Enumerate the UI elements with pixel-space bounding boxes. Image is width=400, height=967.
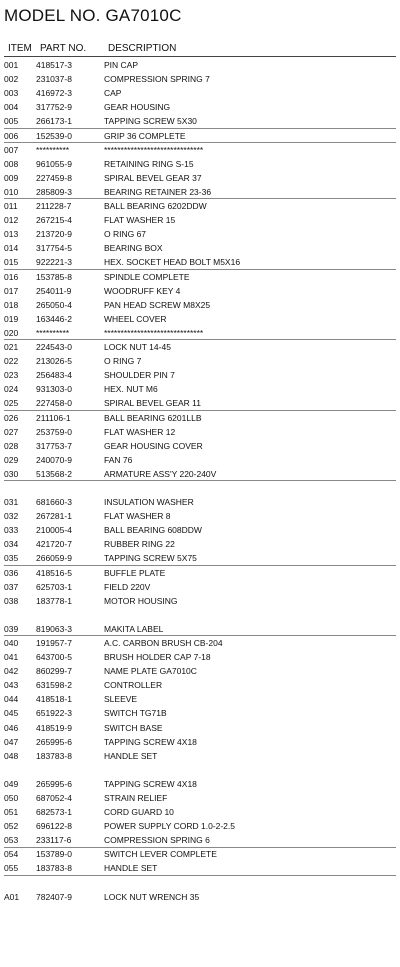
part-description: FAN 76 (104, 454, 133, 465)
item-number: 019 (4, 313, 19, 324)
part-description: GEAR HOUSING (104, 102, 171, 113)
group-divider (4, 875, 396, 876)
part-number: 213720-9 (36, 229, 72, 240)
item-number: 050 (4, 792, 19, 803)
group-divider (4, 847, 396, 848)
part-description: RETAINING RING S-15 (104, 158, 194, 169)
table-row (0, 777, 400, 791)
table-row (0, 382, 400, 396)
part-number: 191957-7 (36, 637, 72, 648)
part-number: 643700-5 (36, 652, 72, 662)
part-description: LOCK NUT WRENCH 35 (104, 891, 200, 902)
part-number: 163446-2 (36, 313, 72, 324)
part-description: CORD GUARD 10 (104, 807, 174, 817)
part-number: 265995-6 (36, 778, 72, 789)
part-number: 418518-1 (36, 694, 72, 705)
part-description: TAPPING SCREW 5X30 (104, 116, 197, 127)
item-number: 030 (4, 468, 19, 479)
item-number: 012 (4, 215, 19, 226)
part-number: 317754-5 (36, 243, 72, 254)
table-row (0, 805, 400, 819)
part-description: WHEEL COVER (104, 313, 167, 324)
part-number: 625703-1 (36, 581, 72, 592)
table-row (0, 861, 400, 875)
item-number: 009 (4, 172, 19, 183)
part-number: 421720-7 (36, 539, 72, 550)
part-number: 267215-4 (36, 215, 72, 226)
part-description: WOODRUFF KEY 4 (104, 285, 181, 296)
table-row (0, 791, 400, 805)
table-row (0, 425, 400, 439)
part-number: 696122-8 (36, 821, 72, 832)
item-number: 006 (4, 130, 19, 141)
item-number: 035 (4, 553, 19, 564)
group-divider (4, 480, 396, 481)
item-number: 018 (4, 299, 19, 310)
table-row (0, 129, 400, 143)
item-number: 045 (4, 708, 19, 719)
group-divider (4, 142, 396, 143)
item-number: 031 (4, 497, 19, 507)
part-number: 285809-3 (36, 186, 72, 197)
item-number: 038 (4, 595, 19, 606)
part-number: 687052-4 (36, 792, 72, 803)
part-number: 213026-5 (36, 356, 72, 367)
part-description: ARMATURE ASS'Y 220-240V (104, 468, 217, 479)
group-divider (4, 269, 396, 270)
part-description: FIELD 220V (104, 581, 151, 592)
item-number: 027 (4, 426, 19, 437)
part-number: 317752-9 (36, 102, 72, 113)
part-number: 265050-4 (36, 299, 72, 310)
item-number: 023 (4, 370, 19, 381)
part-number: 253759-0 (36, 426, 72, 437)
header-item: ITEM (8, 43, 32, 54)
part-description: PIN CAP (104, 60, 139, 70)
item-number: 048 (4, 750, 19, 761)
part-number: 183783-8 (36, 863, 72, 874)
table-row (0, 622, 400, 636)
item-number: 022 (4, 356, 19, 367)
group-divider (4, 635, 396, 636)
item-number: 034 (4, 539, 19, 550)
header-divider (4, 56, 396, 57)
part-number: 152539-0 (36, 130, 72, 141)
part-description: O RING 7 (104, 356, 142, 367)
table-row (0, 706, 400, 720)
part-number: 210005-4 (36, 525, 72, 536)
part-description: HANDLE SET (104, 863, 158, 874)
item-number: 055 (4, 863, 19, 874)
table-row (0, 241, 400, 255)
table-row (0, 664, 400, 678)
item-number: 001 (4, 60, 19, 70)
part-number: 681660-3 (36, 497, 72, 507)
item-number: 037 (4, 581, 19, 592)
part-description: SLEEVE (104, 694, 138, 705)
part-number: 227458-0 (36, 398, 72, 409)
item-number: 047 (4, 736, 19, 747)
table-row (0, 509, 400, 523)
part-description: INSULATION WASHER (104, 497, 194, 507)
table-row (0, 819, 400, 833)
item-number: 016 (4, 271, 19, 282)
table-header (4, 43, 396, 57)
group-divider (4, 410, 396, 411)
part-description: HEX. SOCKET HEAD BOLT M5X16 (104, 257, 241, 268)
part-description: BEARING RETAINER 23-36 (104, 186, 212, 197)
item-number: 054 (4, 849, 19, 860)
item-number: 051 (4, 807, 19, 817)
table-row (0, 523, 400, 537)
part-description: BEARING BOX (104, 243, 163, 254)
part-description: FLAT WASHER 12 (104, 426, 176, 437)
part-description: BUFFLE PLATE (104, 567, 166, 578)
part-number: 782407-9 (36, 891, 72, 902)
part-number: 254011-9 (36, 285, 72, 296)
item-number: 005 (4, 116, 19, 127)
item-number: 028 (4, 440, 19, 451)
part-number: 153785-8 (36, 271, 72, 282)
item-number: 007 (4, 144, 19, 155)
item-number: 053 (4, 835, 19, 846)
item-number: 049 (4, 778, 19, 789)
item-number: 008 (4, 158, 19, 169)
part-number: 819063-3 (36, 623, 72, 634)
table-row (0, 270, 400, 284)
part-number: 416972-3 (36, 88, 72, 99)
part-number: 931303-0 (36, 384, 72, 395)
table-row (0, 467, 400, 481)
item-number: 042 (4, 666, 19, 677)
part-number: 860299-7 (36, 666, 72, 677)
part-number: 240070-9 (36, 454, 72, 465)
table-row (0, 213, 400, 227)
part-number: 513568-2 (36, 468, 72, 479)
table-row (0, 368, 400, 382)
table-row (0, 227, 400, 241)
item-number: 033 (4, 525, 19, 536)
part-number: 227459-8 (36, 172, 72, 183)
part-description: FLAT WASHER 15 (104, 215, 176, 226)
table-row (0, 537, 400, 551)
table-row (0, 143, 400, 157)
part-number: 418516-5 (36, 567, 72, 578)
item-number: 026 (4, 412, 19, 423)
page-title: MODEL NO. GA7010C (4, 6, 182, 25)
group-divider (4, 565, 396, 566)
part-description: COMPRESSION SPRING 7 (104, 74, 210, 85)
part-description: A.C. CARBON BRUSH CB-204 (104, 637, 223, 648)
table-row (0, 255, 400, 269)
table-row (0, 298, 400, 312)
part-number: 211228-7 (36, 201, 72, 211)
table-row (0, 340, 400, 354)
part-number: 265995-6 (36, 736, 72, 747)
item-number: 004 (4, 102, 19, 113)
item-number: 017 (4, 285, 19, 296)
part-description: SWITCH TG71B (104, 708, 167, 719)
part-description: TAPPING SCREW 4X18 (104, 778, 197, 789)
part-number: 183778-1 (36, 595, 72, 606)
part-number: 651922-3 (36, 708, 72, 719)
header-part-no: PART NO. (40, 43, 87, 54)
item-number: A01 (4, 891, 20, 902)
item-number: 003 (4, 88, 19, 99)
part-description: TAPPING SCREW 4X18 (104, 736, 197, 747)
table-row (0, 171, 400, 185)
part-number: 231037-8 (36, 74, 72, 85)
part-description: SHOULDER PIN 7 (104, 370, 175, 381)
item-number: 036 (4, 567, 19, 578)
table-row (0, 551, 400, 565)
part-description: BALL BEARING 608DDW (104, 525, 202, 536)
item-number: 021 (4, 342, 19, 352)
item-number: 041 (4, 652, 19, 662)
item-number: 032 (4, 511, 19, 522)
part-description: PAN HEAD SCREW M8X25 (104, 299, 211, 310)
part-number: ********** (36, 144, 70, 155)
header-description: DESCRIPTION (108, 43, 177, 54)
part-description: CAP (104, 88, 122, 99)
table-row (0, 185, 400, 199)
part-description: CONTROLLER (104, 680, 163, 691)
table-row (0, 566, 400, 580)
part-description: SPIRAL BEVEL GEAR 11 (104, 398, 202, 409)
part-number: 631598-2 (36, 680, 72, 691)
item-number: 043 (4, 680, 19, 691)
part-description: ****************************** (104, 327, 204, 338)
item-number: 029 (4, 454, 19, 465)
table-row (0, 312, 400, 326)
part-description: MAKITA LABEL (104, 623, 164, 634)
part-description: TAPPING SCREW 5X75 (104, 553, 197, 564)
part-description: BRUSH HOLDER CAP 7-18 (104, 652, 211, 662)
part-number: 183783-8 (36, 750, 72, 761)
part-description: FLAT WASHER 8 (104, 511, 171, 522)
part-number: ********** (36, 327, 70, 338)
part-description: SPINDLE COMPLETE (104, 271, 190, 282)
part-description: BALL BEARING 6202DDW (104, 201, 207, 211)
part-description: RUBBER RING 22 (104, 539, 175, 550)
part-number: 256483-4 (36, 370, 72, 381)
part-description: BALL BEARING 6201LLB (104, 412, 202, 423)
part-description: MOTOR HOUSING (104, 595, 178, 606)
table-row (0, 580, 400, 594)
part-description: ****************************** (104, 144, 204, 155)
part-number: 317753-7 (36, 440, 72, 451)
table-row (0, 354, 400, 368)
table-row (0, 847, 400, 861)
part-description: HEX. NUT M6 (104, 384, 158, 395)
part-description: NAME PLATE GA7010C (104, 666, 197, 677)
table-row (0, 100, 400, 114)
table-row (0, 157, 400, 171)
part-number: 682573-1 (36, 807, 72, 817)
table-row (0, 678, 400, 692)
part-number: 418519-9 (36, 722, 72, 733)
item-number: 046 (4, 722, 19, 733)
table-row (0, 114, 400, 128)
table-row (0, 495, 400, 509)
part-number: 922221-3 (36, 257, 72, 268)
item-number: 014 (4, 243, 19, 254)
table-row (0, 721, 400, 735)
part-description: SWITCH BASE (104, 722, 163, 733)
table-row (0, 411, 400, 425)
part-description: SPIRAL BEVEL GEAR 37 (104, 172, 202, 183)
part-number: 266059-9 (36, 553, 72, 564)
item-number: 025 (4, 398, 19, 409)
table-row (0, 735, 400, 749)
item-number: 002 (4, 74, 19, 85)
table-row (0, 326, 400, 340)
table-row (0, 58, 400, 72)
item-number: 020 (4, 327, 19, 338)
table-row (0, 439, 400, 453)
part-description: O RING 67 (104, 229, 147, 240)
part-description: LOCK NUT 14-45 (104, 342, 171, 352)
table-row (0, 199, 400, 213)
part-number: 211106-1 (36, 412, 71, 423)
part-number: 418517-3 (36, 60, 72, 70)
table-row (0, 594, 400, 608)
group-divider (4, 128, 396, 129)
item-number: 015 (4, 257, 19, 268)
table-row (0, 692, 400, 706)
item-number: 040 (4, 637, 19, 648)
table-row (0, 650, 400, 664)
part-description: GRIP 36 COMPLETE (104, 130, 186, 141)
group-divider (4, 198, 396, 199)
table-row (0, 749, 400, 763)
part-number: 224543-0 (36, 342, 72, 352)
table-row (0, 284, 400, 298)
item-number: 044 (4, 694, 19, 705)
part-number: 153789-0 (36, 849, 72, 860)
item-number: 024 (4, 384, 19, 395)
item-number: 039 (4, 623, 19, 634)
group-divider (4, 339, 396, 340)
table-row (0, 72, 400, 86)
part-description: COMPRESSION SPRING 6 (104, 835, 210, 846)
table-row (0, 833, 400, 847)
part-number: 961055-9 (36, 158, 72, 169)
part-number: 233117-6 (36, 835, 72, 846)
part-description: STRAIN RELIEF (104, 792, 168, 803)
item-number: 013 (4, 229, 19, 240)
item-number: 052 (4, 821, 19, 832)
part-description: SWITCH LEVER COMPLETE (104, 849, 217, 860)
table-row (0, 396, 400, 410)
table-row (0, 636, 400, 650)
item-number: 011 (4, 201, 18, 211)
part-number: 267281-1 (36, 511, 72, 522)
table-row (0, 453, 400, 467)
table-row (0, 86, 400, 100)
part-description: GEAR HOUSING COVER (104, 440, 203, 451)
table-row (0, 890, 400, 904)
part-number: 266173-1 (36, 116, 72, 127)
part-description: HANDLE SET (104, 750, 158, 761)
item-number: 010 (4, 186, 19, 197)
part-description: POWER SUPPLY CORD 1.0-2-2.5 (104, 821, 236, 832)
